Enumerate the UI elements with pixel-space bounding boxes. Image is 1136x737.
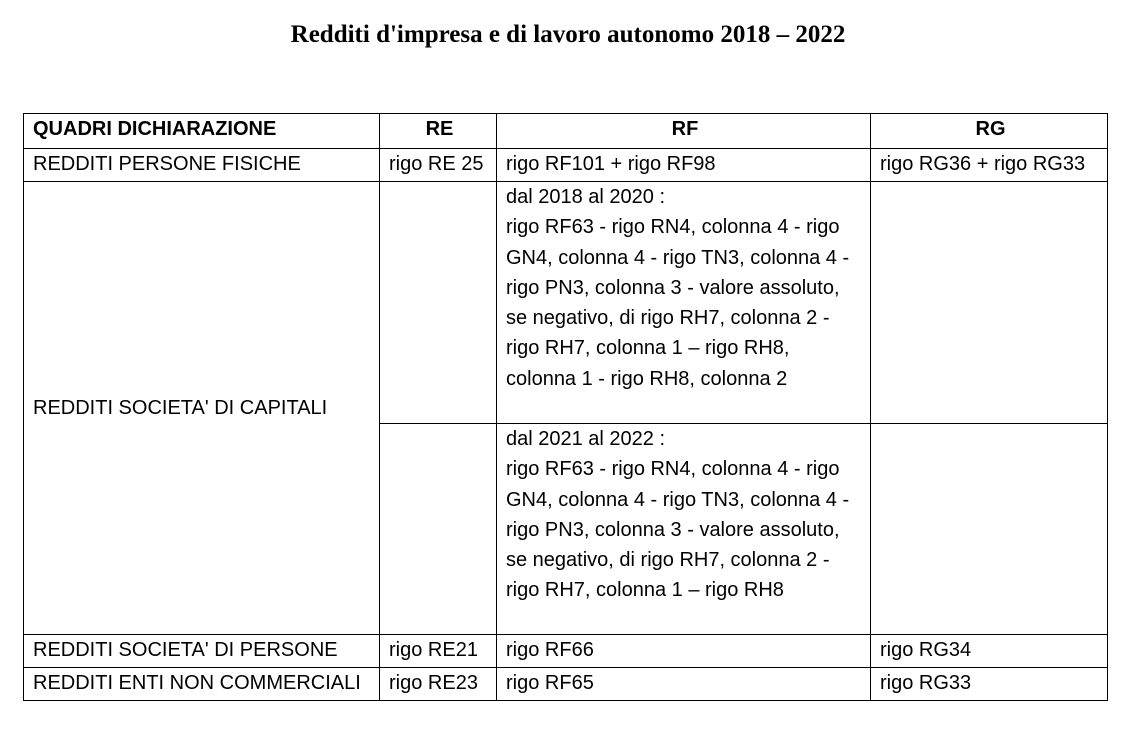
cell-re: rigo RE 25 — [380, 149, 497, 182]
cell-re-empty — [380, 424, 497, 635]
formula-text: rigo RF63 - rigo RN4, colonna 4 - rigo GN4, colonna 4 - rigo TN3, colonna 4 - rigo PN3, colonna 3 - valore assoluto, se negativo, di rigo RH7, colonna 2 - rigo RH7, colonna 1 – rigo RH8 — [506, 458, 850, 602]
cell-rg: rigo RG34 — [871, 635, 1108, 668]
cell-re-empty — [380, 182, 497, 424]
row-label-enti-non-commerciali: REDDITI ENTI NON COMMERCIALI — [24, 668, 380, 701]
header-rf: RF — [497, 114, 871, 149]
cell-rf: rigo RF101 + rigo RF98 — [497, 149, 871, 182]
row-label-societa-capitali: REDDITI SOCIETA' DI CAPITALI — [24, 182, 380, 635]
cell-rg: rigo RG36 + rigo RG33 — [871, 149, 1108, 182]
header-re: RE — [380, 114, 497, 149]
table-row — [24, 635, 1108, 668]
income-table — [23, 113, 1108, 701]
cell-rg: rigo RG33 — [871, 668, 1108, 701]
row-label-persone-fisiche: REDDITI PERSONE FISICHE — [24, 149, 380, 182]
period-label: dal 2018 al 2020 : — [506, 186, 666, 208]
table-header-row — [24, 114, 1108, 149]
row-label-societa-persone: REDDITI SOCIETA' DI PERSONE — [24, 635, 380, 668]
table-row — [24, 182, 1108, 424]
table-row — [24, 668, 1108, 701]
formula-text: rigo RF63 - rigo RN4, colonna 4 - rigo GN4, colonna 4 - rigo TN3, colonna 4 - rigo PN3, colonna 3 - valore assoluto, se negativo, di rigo RH7, colonna 2 - rigo RH7, colonna 1 – rigo RH8, colonna 1 - rigo RH8, colonna 2 — [506, 216, 850, 390]
table-row — [24, 149, 1108, 182]
period-label: dal 2021 al 2022 : — [506, 428, 666, 450]
header-rg: RG — [871, 114, 1108, 149]
header-quadri: QUADRI DICHIARAZIONE — [24, 114, 380, 149]
cell-re: rigo RE21 — [380, 635, 497, 668]
cell-rf: rigo RF66 — [497, 635, 871, 668]
page-title: Redditi d'impresa e di lavoro autonomo 2018 – 2022 — [290, 21, 846, 48]
cell-rf-2021-2022 — [497, 424, 871, 635]
cell-rg-empty — [871, 182, 1108, 424]
cell-re: rigo RE23 — [380, 668, 497, 701]
cell-rf-2018-2020 — [497, 182, 871, 424]
cell-rg-empty — [871, 424, 1108, 635]
cell-rf: rigo RF65 — [497, 668, 871, 701]
